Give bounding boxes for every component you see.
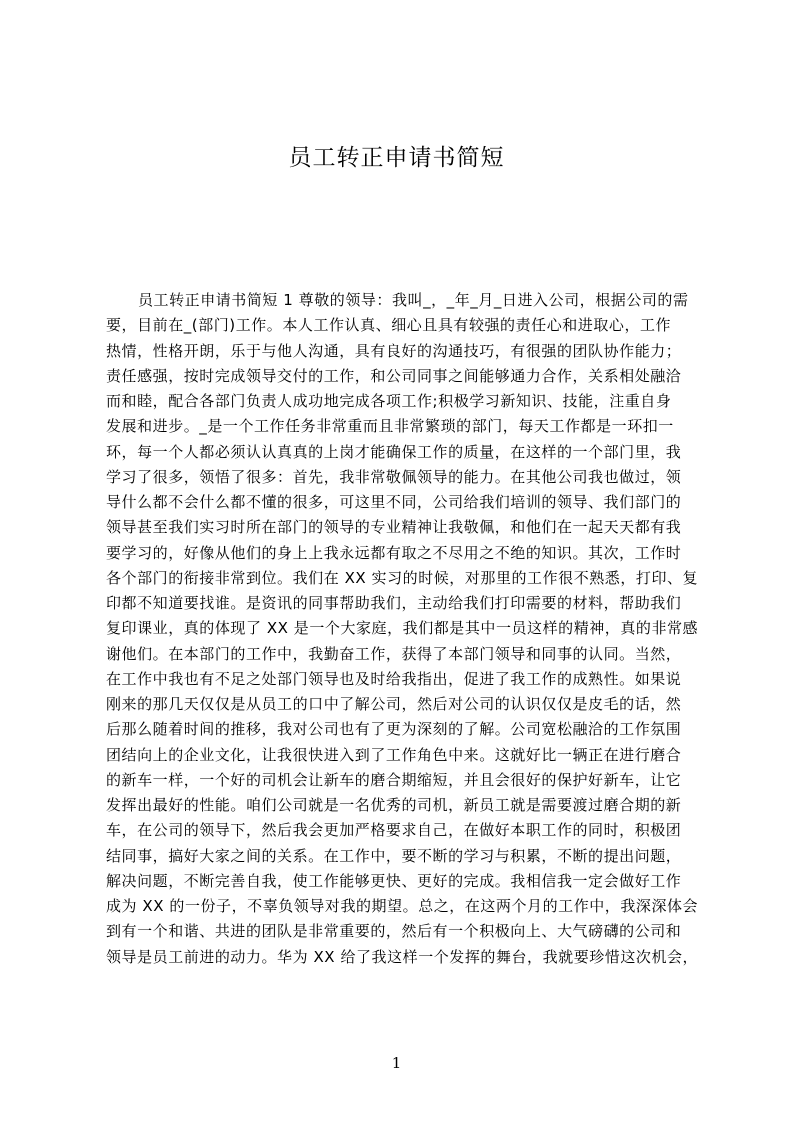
text-line: 责任感强，按时完成领导交付的工作，和公司同事之间能够通力合作，关系相处融洽 [106,366,682,385]
text-line: 在工作中我也有不足之处部门领导也及时给我指出，促进了我工作的成熟性。如果说 [106,669,682,688]
text-line: 团结向上的企业文化，让我很快进入到了工作角色中来。这就好比一辆正在进行磨合 [106,745,682,764]
text-line: 后那么随着时间的推移，我对公司也有了更为深刻的了解。公司宽松融洽的工作氛围 [106,720,682,739]
document-body [106,288,698,1040]
text-line: 而和睦，配合各部门负责人成功地完成各项工作;积极学习新知识、技能，注重自身 [106,392,672,410]
page-number: 1 [391,1054,402,1072]
text-line: 要，目前在_(部门)工作。本人工作认真、细心且具有较强的责任心和进取心，工作 [106,316,672,335]
text-line: 导什么都不会什么都不懂的很多，可这里不同，公司给我们培训的领导、我们部门的 [106,493,682,511]
text-line: 到有一个和谐、共进的团队是非常重要的，然后有一个积极向上、大气磅礴的公司和 [106,922,682,941]
text-line: 谢他们。在本部门的工作中，我勤奋工作，获得了本部门领导和同事的认同。当然， [106,644,682,663]
text-line: 要学习的，好像从他们的身上上我永远都有取之不尽用之不绝的知识。其次，工作时 [106,543,682,562]
text-line: 成为 XX 的一份子，不辜负领导对我的期望。总之，在这两个月的工作中，我深深体会 [106,897,698,915]
text-line: 的新车一样，一个好的司机会让新车的磨合期缩短，并且会很好的保护好新车，让它 [106,770,682,789]
text-line: 各个部门的衔接非常到位。我们在 XX 实习的时候，对那里的工作很不熟悉，打印、复 [106,568,698,587]
text-line: 复印课业，真的体现了 XX 是一个大家庭，我们都是其中一员这样的精神，真的非常感 [106,619,698,638]
text-line: 发展和进步。_是一个工作任务非常重而且非常繁琐的部门，每天工作都是一环扣一 [106,417,674,436]
text-line: 热情，性格开朗，乐于与他人沟通，具有良好的沟通技巧，有很强的团队协作能力； [106,341,682,360]
text-line: 发挥出最好的性能。咱们公司就是一名优秀的司机，新员工就是需要渡过磨合期的新 [106,796,682,814]
text-line: 领导甚至我们实习时所在部门的领导的专业精神让我敬佩，和他们在一起天天都有我 [106,518,682,537]
text-line: 解决问题，不断完善自我，使工作能够更快、更好的完成。我相信我一定会做好工作 [106,871,682,890]
text-line: 车，在公司的领导下，然后我会更加严格要求自己，在做好本职工作的同时，积极团 [106,821,682,840]
text-line: 结同事，搞好大家之间的关系。在工作中，要不断的学习与积累，不断的提出问题， [106,846,682,865]
document-title: 员工转正申请书简短 [288,145,505,171]
text-line: 环，每一个人都必须认认真真的上岗才能确保工作的质量，在这样的一个部门里，我 [106,442,682,461]
text-line: 印都不知道要找谁。是资讯的同事帮助我们，主动给我们打印需要的材料，帮助我们 [106,594,682,612]
text-line: 领导是员工前进的动力。华为 XX 给了我这样一个发挥的舞台，我就要珍惜这次机会， [106,947,698,966]
text-line: 学习了很多，领悟了很多：首先，我非常敬佩领导的能力。在其他公司我也做过，领 [106,467,682,486]
text-line: 员工转正申请书简短 1 尊敬的领导：我叫_，_年_月_日进入公司，根据公司的需 [138,291,689,309]
text-line: 刚来的那几天仅仅是从员工的口中了解公司，然后对公司的认识仅仅是皮毛的话，然 [106,695,682,713]
